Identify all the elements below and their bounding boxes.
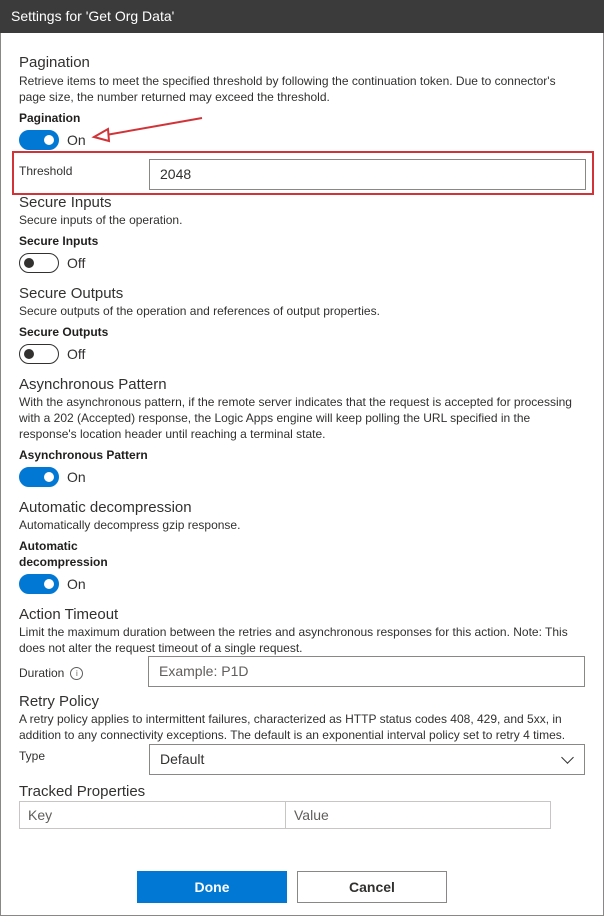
toggle-knob [24,258,34,268]
async-pattern-toggle[interactable] [19,467,59,487]
tracked-value-input[interactable]: Value [285,801,551,829]
dialog-title: Settings for 'Get Org Data' [11,8,175,24]
red-arrow-annotation [88,112,208,144]
secure-outputs-toggle[interactable] [19,344,59,364]
secure-outputs-description: Secure outputs of the operation and references of output properties. [19,304,380,318]
auto-decompression-toggle-state: On [67,576,86,592]
secure-inputs-toggle[interactable] [19,253,59,273]
retry-policy-title: Retry Policy [19,693,100,710]
cancel-button[interactable]: Cancel [297,871,447,903]
auto-decompression-description: Automatically decompress gzip response. [19,518,241,532]
async-pattern-toggle-label: Asynchronous Pattern [19,448,148,462]
toggle-knob [44,472,54,482]
secure-inputs-description: Secure inputs of the operation. [19,213,183,227]
threshold-label: Threshold [19,164,73,178]
action-timeout-description: Limit the maximum duration between the retries and asynchronous responses for this action. Note: This does not alter the request timeout of a single request. [19,625,568,655]
auto-decompression-toggle-label [19,538,108,570]
pagination-description: Retrieve items to meet the specified threshold by following the continuation token. Due to connector's page size, the number returned may exceed the threshold. [19,74,556,104]
auto-decompression-toggle[interactable] [19,574,59,594]
secure-outputs-toggle-label: Secure Outputs [19,325,109,339]
type-label: Type [19,749,46,763]
secure-inputs-toggle-label: Secure Inputs [19,234,99,248]
auto-decompression-title: Automatic decompression [19,499,192,516]
secure-inputs-title: Secure Inputs [19,194,112,211]
arrow-head [94,129,109,141]
info-icon[interactable]: i [70,667,83,680]
threshold-input[interactable]: 2048 [149,159,586,190]
toggle-knob [24,349,34,359]
duration-label-group [19,666,83,680]
arrow-shaft [106,118,202,135]
pagination-toggle[interactable] [19,130,59,150]
secure-outputs-toggle-state: Off [67,346,86,362]
pagination-toggle-label: Pagination [19,111,81,125]
async-pattern-description: With the asynchronous pattern, if the remote server indicates that the request is accepted for processing with a 202 (Accepted) response, the Logic Apps engine will keep polling the URL specified in the response's location header until reaching a terminal state. [19,395,572,441]
async-pattern-toggle-state: On [67,469,86,485]
async-pattern-title: Asynchronous Pattern [19,376,167,393]
pagination-toggle-state: On [67,132,86,148]
duration-label: Duration [19,666,65,680]
dialog-titlebar [0,0,604,33]
tracked-key-input[interactable]: Key [19,801,286,829]
secure-outputs-title: Secure Outputs [19,285,124,302]
toggle-knob [44,135,54,145]
action-timeout-title: Action Timeout [19,606,119,623]
secure-inputs-toggle-state: Off [67,255,86,271]
retry-type-select[interactable] [149,744,585,775]
tracked-properties-title: Tracked Properties [19,783,146,800]
retry-policy-description: A retry policy applies to intermittent failures, characterized as HTTP status codes 408, 429, and 5xx, in addition to any connectivity exceptions. The default is an exponential interval policy set to retry 4 times. [19,712,566,742]
done-button[interactable]: Done [137,871,287,903]
pagination-title: Pagination [19,54,90,71]
chevron-down-icon [561,751,574,764]
retry-type-value: Default [160,751,205,767]
duration-input[interactable]: Example: P1D [148,656,585,687]
auto-decompression-label-line2: decompression [19,555,108,569]
auto-decompression-label-line1: Automatic [19,539,78,553]
toggle-knob [44,579,54,589]
